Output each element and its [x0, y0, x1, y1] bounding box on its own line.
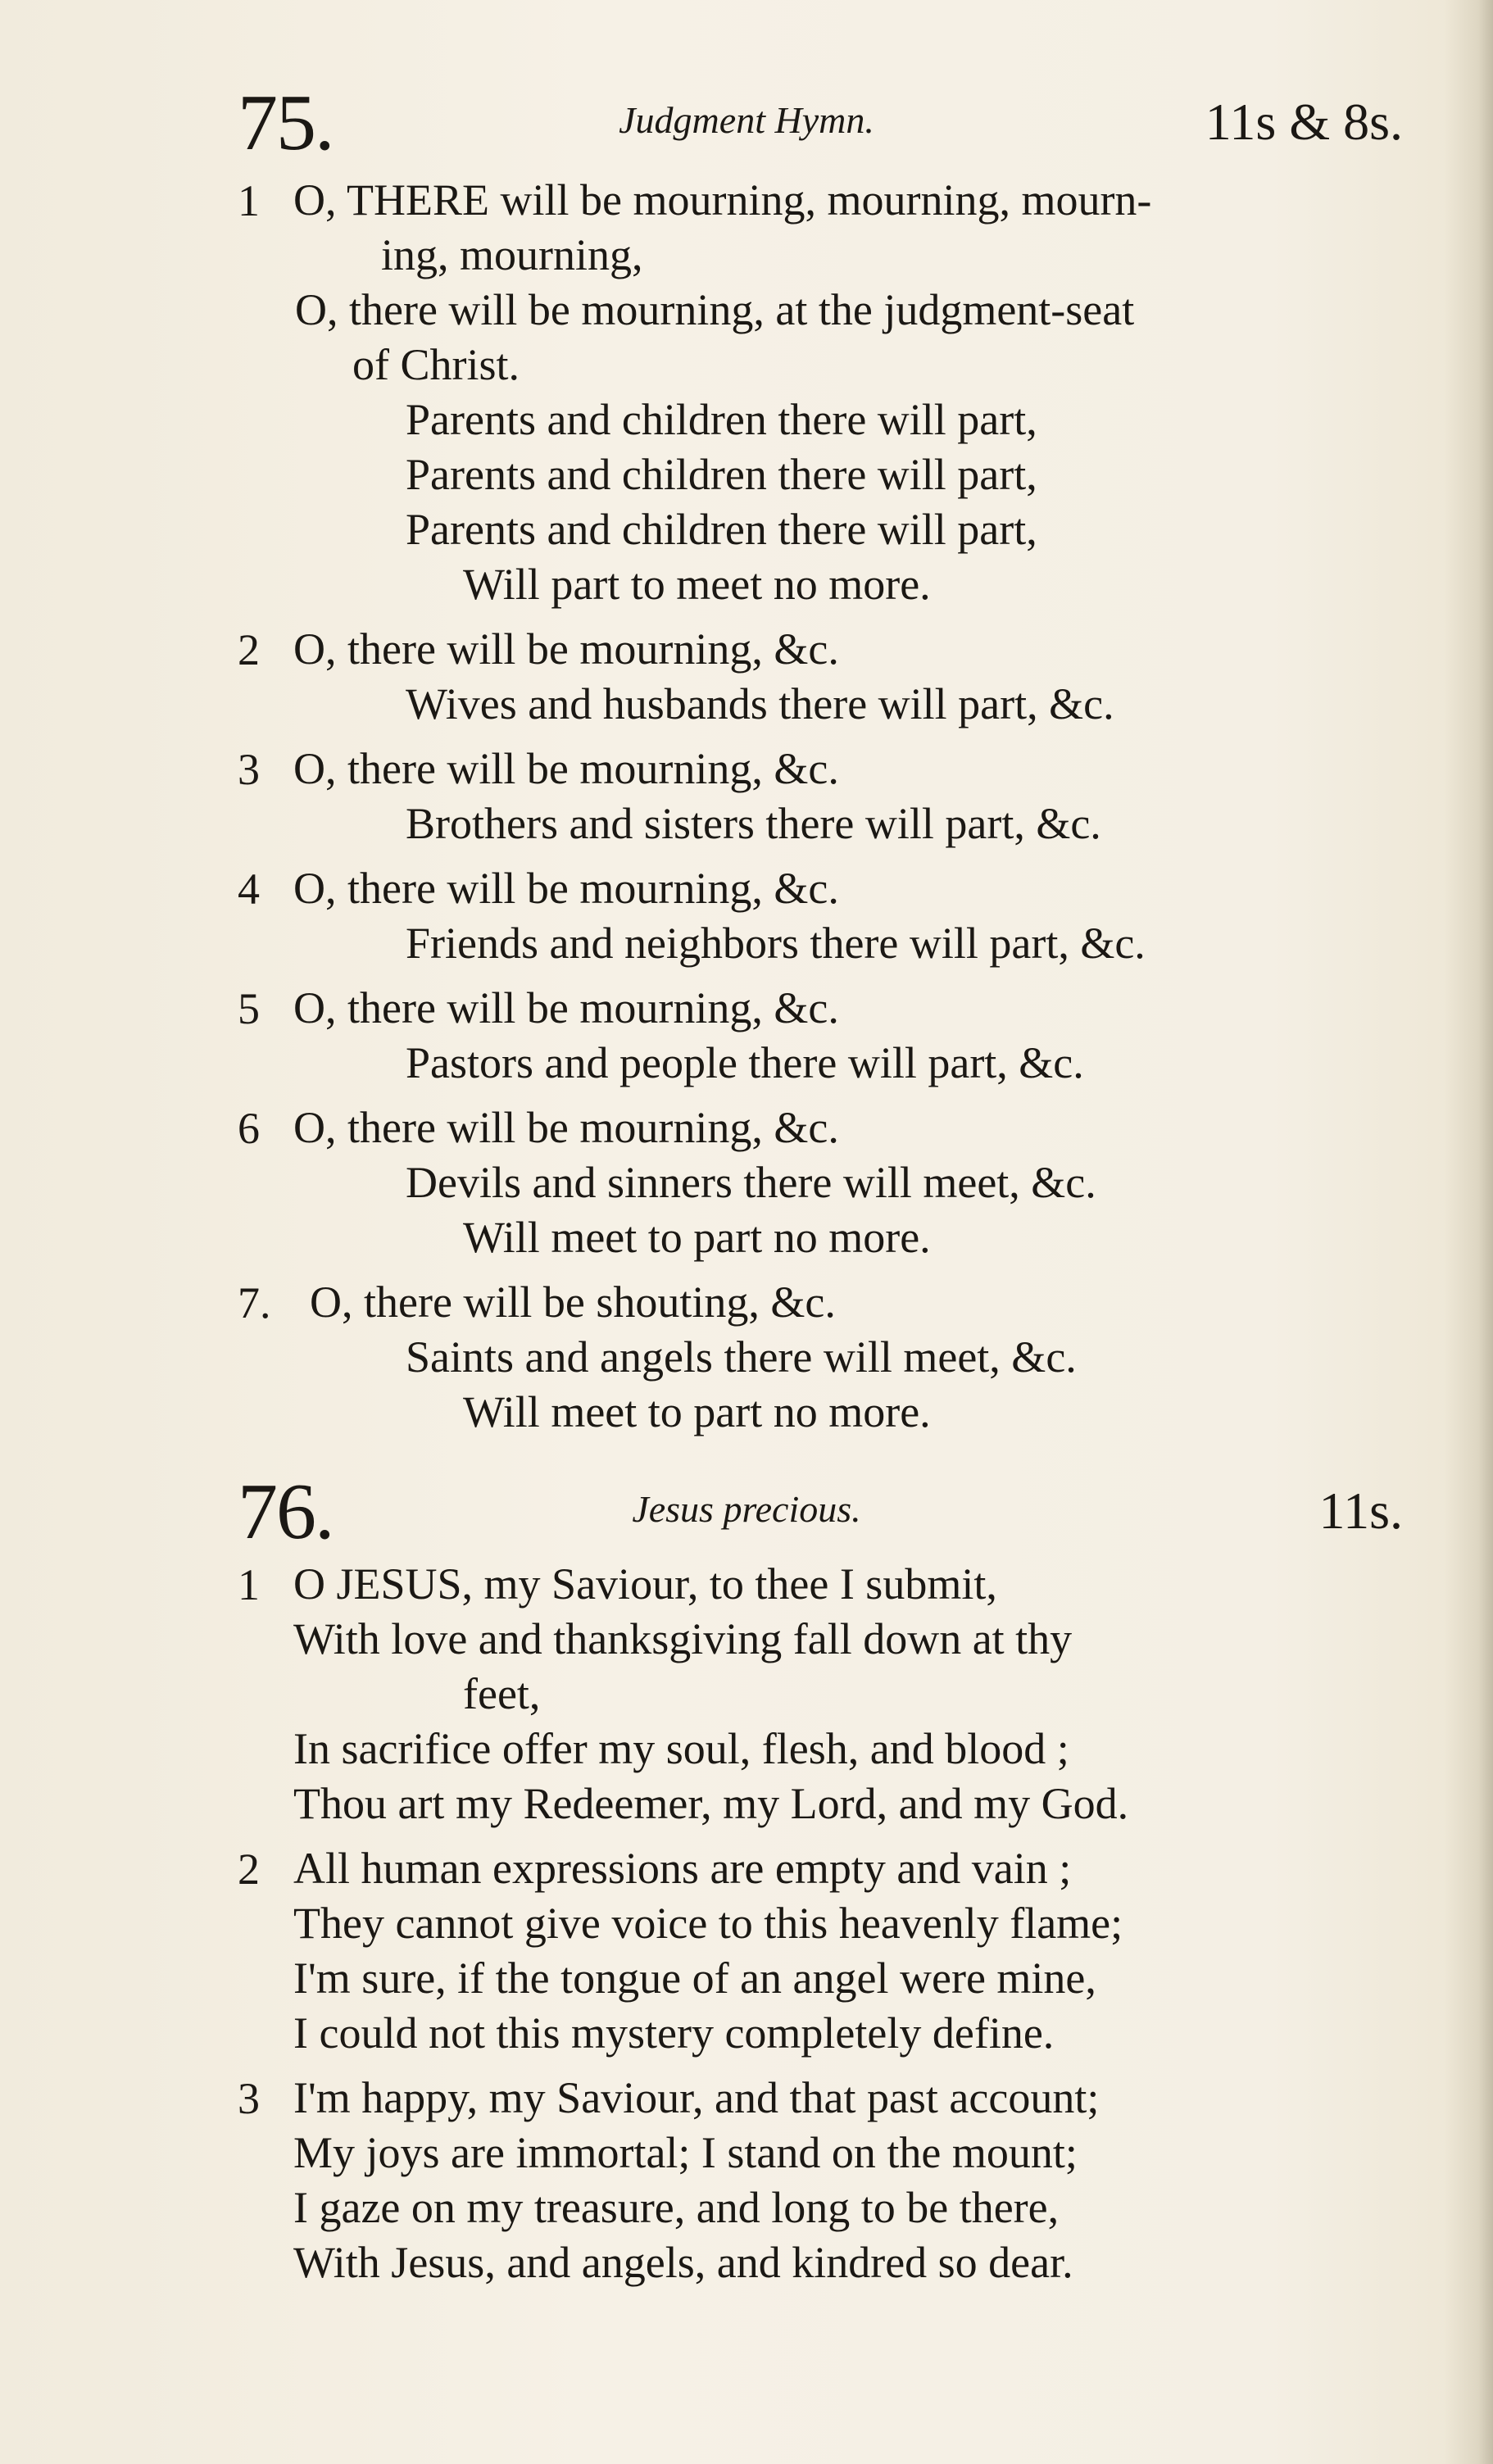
verse-line: of Christ. — [352, 340, 520, 389]
verse-line: Will part to meet no more. — [463, 560, 931, 609]
verse-4 — [0, 861, 1493, 971]
verse-line: O, there will be mourning, &c. — [293, 624, 839, 674]
verse-line: Wives and husbands there will part, &c. — [406, 679, 1114, 728]
verse-line: O, there will be mourning, &c. — [293, 744, 839, 793]
verse-line: With Jesus, and angels, and kindred so dear. — [293, 2238, 1073, 2287]
verse-number: 5 — [238, 984, 260, 1033]
verse-line: My joys are immortal; I stand on the mount; — [293, 2128, 1078, 2177]
verse-line: They cannot give voice to this heavenly flame; — [293, 1899, 1123, 1948]
verse-3 — [0, 742, 1493, 851]
verse-7 — [0, 1275, 1493, 1440]
verse-line: Parents and children there will part, — [406, 395, 1037, 444]
verse-number: 4 — [238, 864, 260, 914]
verse-number: 1 — [238, 176, 260, 225]
verse-line: With love and thanksgiving fall down at thy — [293, 1614, 1073, 1663]
hymn-75 — [0, 78, 1493, 1440]
verse-line: O, there will be shouting, &c. — [310, 1277, 836, 1327]
verse-line: Parents and children there will part, — [406, 450, 1037, 499]
hymn-title: Jesus precious. — [632, 1488, 861, 1530]
verse-line: In sacrifice offer my soul, flesh, and blood ; — [293, 1724, 1069, 1773]
hymn-number: 75. — [238, 79, 334, 167]
verse-number: 6 — [238, 1104, 260, 1153]
verse-line: feet, — [463, 1669, 541, 1718]
verse-6 — [0, 1100, 1493, 1265]
hymn-title: Judgment Hymn. — [619, 99, 874, 141]
hymn-header — [0, 78, 1493, 176]
verse-1 — [0, 173, 1493, 612]
verse-line: Will meet to part no more. — [463, 1387, 931, 1436]
verse-line: Devils and sinners there will meet, &c. — [406, 1158, 1096, 1207]
verse-number: 2 — [238, 625, 260, 674]
verse-2 — [0, 622, 1493, 732]
verse-line: O, there will be mourning, &c. — [293, 983, 839, 1032]
verse-line: Saints and angels there will meet, &c. — [406, 1332, 1077, 1382]
verse-line: I could not this mystery completely define. — [293, 2008, 1055, 2058]
verse-number: 2 — [238, 1845, 260, 1894]
verse-2 — [0, 1841, 1493, 2061]
verse-3 — [0, 2071, 1493, 2290]
verse-line: ing, mourning, — [381, 230, 643, 279]
hymn-header — [0, 1467, 1493, 1557]
hymn-76 — [0, 1467, 1493, 2290]
verse-line: Will meet to part no more. — [463, 1213, 931, 1262]
verse-number: 3 — [238, 2074, 260, 2123]
verse-number: 1 — [238, 1560, 260, 1609]
verse-line: All human expressions are empty and vain ; — [293, 1844, 1072, 1893]
verse-number: 7. — [238, 1278, 271, 1327]
hymn-number: 76. — [238, 1468, 334, 1556]
verse-line: O, THERE will be mourning, mourning, mourn- — [293, 175, 1152, 225]
verse-line: I'm happy, my Saviour, and that past account; — [293, 2073, 1100, 2122]
verse-line: O, there will be mourning, at the judgment-seat — [295, 285, 1135, 334]
verse-5 — [0, 981, 1493, 1091]
verse-line: I'm sure, if the tongue of an angel were mine, — [293, 1954, 1096, 2003]
hymn-meter: 11s & 8s. — [1205, 93, 1403, 151]
verse-line: Friends and neighbors there will part, &c. — [406, 919, 1146, 968]
verse-line: Thou art my Redeemer, my Lord, and my God. — [293, 1779, 1129, 1828]
verse-number: 3 — [238, 745, 260, 794]
hymn-meter: 11s. — [1318, 1482, 1403, 1540]
verse-line: Brothers and sisters there will part, &c. — [406, 799, 1101, 848]
verse-line: O, there will be mourning, &c. — [293, 1103, 839, 1152]
verse-1 — [0, 1557, 1493, 1831]
verse-line: O JESUS, my Saviour, to thee I submit, — [293, 1559, 997, 1609]
verse-line: Pastors and people there will part, &c. — [406, 1038, 1084, 1087]
verse-line: I gaze on my treasure, and long to be there, — [293, 2183, 1060, 2232]
verse-line: Parents and children there will part, — [406, 505, 1037, 554]
verse-line: O, there will be mourning, &c. — [293, 864, 839, 913]
